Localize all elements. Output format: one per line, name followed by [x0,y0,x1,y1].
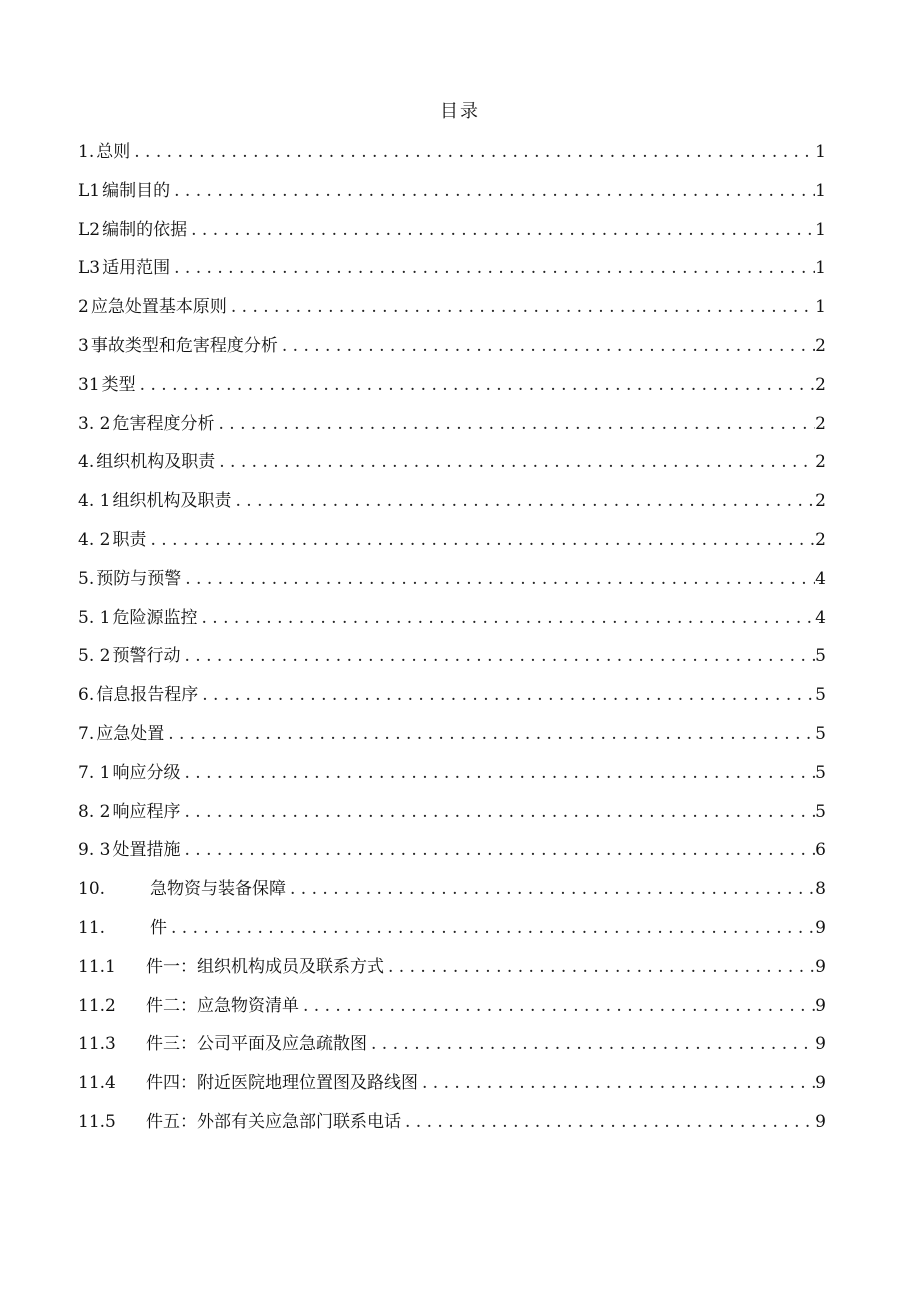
toc-entry-number: 5. 1 [78,607,111,628]
toc-entry-number: 2 [78,297,89,318]
toc-entry-label: 应急处置基本原则 [90,297,227,318]
toc-entry-page: 2 [815,491,826,512]
toc-entry-page: 9 [815,917,826,938]
toc-entry-page: 5 [815,801,826,822]
toc-entry[interactable] [78,644,826,683]
toc-entry-label: 应急处置 [96,723,165,744]
toc-entry-page: 5 [815,646,826,667]
toc-entry-number: 5. 2 [78,646,111,667]
toc-leader-dots [170,179,815,203]
toc-leader-dots [167,916,815,940]
toc-entry[interactable] [78,1071,826,1110]
toc-entry-number: 11.3 [78,1034,116,1055]
table-of-contents [78,140,826,1149]
toc-entry-label: 预防与预警 [96,568,182,589]
toc-entry-page: 4 [815,568,826,589]
toc-leader-dots [146,528,815,552]
toc-leader-dots [418,1071,815,1095]
toc-entry-number: L1 [78,180,101,201]
toc-leader-dots [367,1032,815,1056]
toc-entry-label: 类型 [101,374,136,395]
toc-entry-number: 1. [78,142,95,162]
toc-entry-label: 职责 [112,529,147,550]
toc-title: 目录 [440,101,480,122]
toc-entry-page: 1 [815,219,826,240]
toc-entry-page: 5 [815,762,826,783]
toc-entry-page: 1 [815,297,826,318]
toc-entry-label: 响应程序 [112,801,181,822]
toc-leader-dots [180,761,815,785]
toc-entry-page: 1 [815,258,826,279]
toc-entry-page: 2 [815,413,826,434]
toc-entry-number: 7. [78,723,95,744]
toc-entry-number: 4. 2 [78,529,111,550]
toc-entry-page: 6 [815,840,826,861]
toc-entry-label: 总则 [96,142,131,162]
toc-entry[interactable] [78,877,826,916]
toc-entry-page: 9 [815,956,826,977]
toc-entry-number: 10. [78,879,106,900]
toc-entry[interactable] [78,528,826,567]
toc-entry-label: 危害程度分析 [112,413,215,434]
toc-entry-label: 件二：应急物资清单 [146,995,299,1016]
toc-entry-page: 5 [815,685,826,706]
toc-entry-label: 件 [150,917,167,938]
toc-leader-dots [215,450,815,474]
toc-leader-dots [227,295,815,319]
toc-entry-page: 9 [815,1073,826,1094]
toc-entry-page: 2 [815,335,826,356]
toc-entry-label: 件五：外部有关应急部门联系电话 [146,1111,401,1132]
toc-entry-page: 1 [815,180,826,201]
toc-entry-page: 4 [815,607,826,628]
toc-entry-number: 4. 1 [78,491,111,512]
toc-entry-label: 件一：组织机构成员及联系方式 [146,956,384,977]
toc-entry-number: 7. 1 [78,762,111,783]
toc-entry-number: L2 [78,219,101,240]
toc-entry[interactable] [78,994,826,1033]
toc-entry[interactable] [78,606,826,645]
toc-entry[interactable] [78,256,826,295]
toc-leader-dots [180,838,815,862]
toc-entry-page: 2 [815,529,826,550]
toc-entry[interactable] [78,567,826,606]
toc-entry-label: 组织机构及职责 [96,452,216,473]
toc-leader-dots [214,412,815,436]
toc-leader-dots [197,606,815,630]
toc-entry-label: 预警行动 [112,646,181,667]
toc-leader-dots [286,877,815,901]
toc-leader-dots [401,1110,815,1134]
toc-entry-label: 组织机构及职责 [112,491,232,512]
toc-entry-number: 3 [78,335,89,356]
toc-entry-number: 11.1 [78,956,116,977]
toc-leader-dots [164,722,815,746]
toc-leader-dots [278,334,815,358]
toc-entry-number: 11. [78,917,106,938]
toc-entry-label: 信息报告程序 [96,685,199,706]
toc-leader-dots [180,800,815,824]
toc-entry[interactable] [78,838,826,877]
toc-entry-label: 危险源监控 [112,607,198,628]
toc-entry[interactable] [78,955,826,994]
toc-entry-label: 编制目的 [102,180,171,201]
toc-entry-page: 2 [815,452,826,473]
toc-entry-label: 件四：附近医院地理位置图及路线图 [146,1073,418,1094]
toc-entry[interactable] [78,140,826,179]
toc-entry[interactable] [78,295,826,334]
toc-entry-page: 5 [815,723,826,744]
toc-entry-number: 4. [78,452,95,473]
toc-entry-label: 件三：公司平面及应急疏散图 [146,1034,367,1055]
toc-entry-number: 5. [78,568,95,589]
toc-leader-dots [181,567,815,591]
toc-entry[interactable] [78,800,826,839]
toc-entry-number: 9. 3 [78,840,111,861]
toc-entry-label: 响应分级 [112,762,181,783]
toc-entry[interactable] [78,334,826,373]
toc-entry[interactable] [78,761,826,800]
toc-entry-label: 编制的依据 [102,219,188,240]
toc-leader-dots [299,994,815,1018]
toc-entry-page: 9 [815,1111,826,1132]
toc-leader-dots [180,644,815,668]
toc-entry-page: 2 [815,374,826,395]
toc-entry[interactable] [78,683,826,722]
toc-entry[interactable] [78,179,826,218]
toc-entry-page: 8 [815,879,826,900]
toc-entry-number: 3. 2 [78,413,111,434]
toc-entry-label: 处置措施 [112,840,181,861]
toc-entry-label: 急物资与装备保障 [150,879,286,900]
toc-leader-dots [170,256,815,280]
toc-leader-dots [130,140,815,164]
toc-leader-dots [198,683,815,707]
toc-entry-page: 9 [815,1034,826,1055]
toc-entry-number: 31 [78,374,100,395]
toc-entry[interactable] [78,1032,826,1071]
toc-entry-number: 11.2 [78,995,116,1016]
toc-entry-label: 事故类型和危害程度分析 [90,335,278,356]
toc-leader-dots [384,955,815,979]
toc-entry-number: 6. [78,685,95,706]
toc-entry[interactable] [78,412,826,451]
toc-leader-dots [231,489,815,513]
toc-leader-dots [187,218,815,242]
toc-leader-dots [136,373,816,397]
toc-entry-number: L3 [78,258,101,279]
toc-entry[interactable] [78,373,826,412]
toc-entry[interactable] [78,916,826,955]
toc-entry-number: 11.5 [78,1111,116,1132]
toc-entry-label: 适用范围 [102,258,171,279]
toc-entry-page: 1 [815,142,826,162]
toc-entry[interactable] [78,489,826,528]
toc-entry-number: 8. 2 [78,801,111,822]
toc-entry[interactable] [78,450,826,489]
toc-entry-page: 9 [815,995,826,1016]
toc-entry[interactable] [78,722,826,761]
toc-entry[interactable] [78,1110,826,1149]
toc-entry-number: 11.4 [78,1073,116,1094]
toc-entry[interactable] [78,218,826,257]
